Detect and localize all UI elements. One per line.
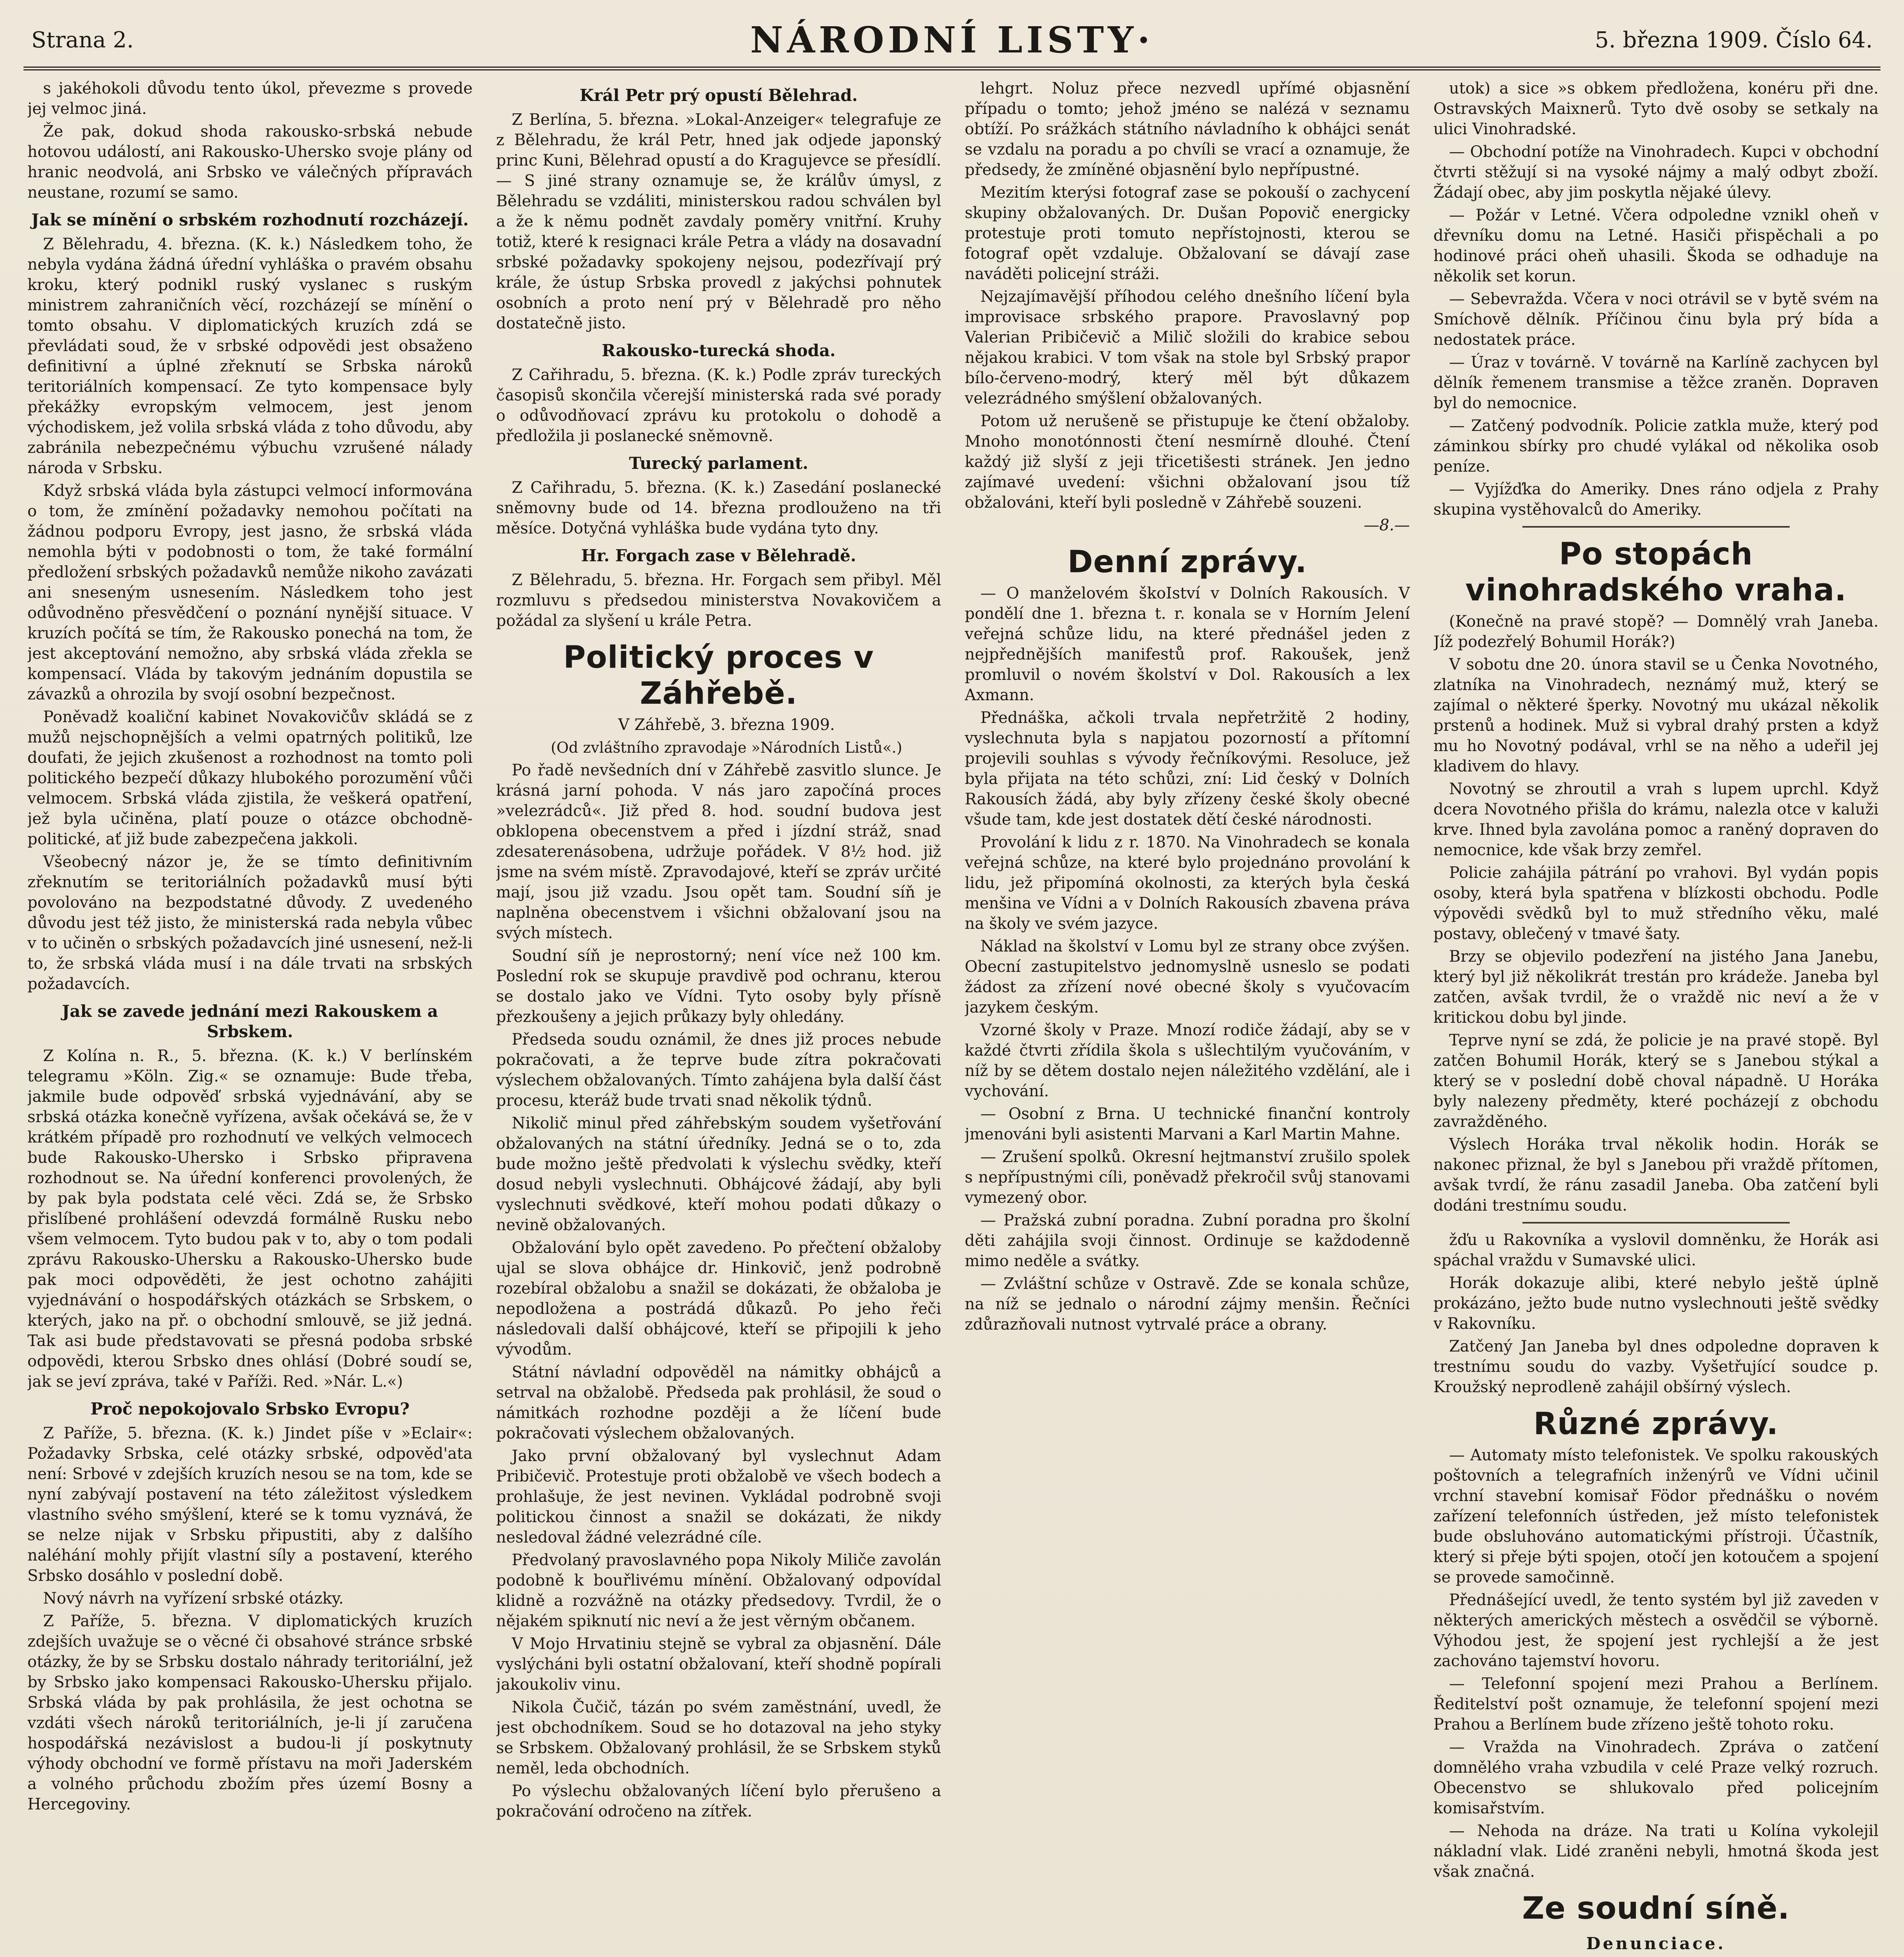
section-heading: Hr. Forgach zase v Bělehradě. [581, 546, 856, 565]
issue-date: 5. března 1909. Číslo 64. [1595, 27, 1873, 53]
paragraph: Nový návrh na vyřízení srbské otázky. [43, 1589, 344, 1607]
paragraph: Z Bělehradu, 5. března. Hr. Forgach sem přibyl. Měl rozmluvu s předsedou ministerstva Novakovičem a požádal za slyšení u krále Petra. [496, 571, 941, 630]
section-heading: Jak se zavede jednání mezi Rakouskem a Srbskem. [62, 1002, 438, 1041]
page-number: Strana 2. [31, 27, 134, 53]
paragraph: lehgrt. Noluz přece nezvedl upřímé objasnění případu o tomto; jehož jméno se nalézá v seznamu obtíží. Po srážkách státního návladního k obhájci senát se vzdalu na poradu a po chvíli se vrací a oznamuje, že předsedy, že zmíněné objasnění bylo nepřípustné. [965, 79, 1410, 179]
paragraph: Horák dokazuje alibi, které nebylo ještě úplně prokázáno, ježto bude nutno vyslechnouti ještě svědky v Rakovníku. [1433, 1274, 1879, 1333]
section-subtitle: Denunciace. [1586, 1934, 1726, 1953]
paragraph: — Obchodní potíže na Vinohradech. Kupci v obchodní čtvrti stěžují si na vysoké nájmy a malý odbyt zboží. Žádají obec, aby jim poskytla nějaké úlevy. [1433, 143, 1879, 202]
paragraph: Policie zahájila pátrání po vrahovi. Byl vydán popis osoby, která byla spatřena v blízkosti obchodu. Podle výpovědi svědků byl to muž středního věku, malé postavy, oblečený v tmavé šaty. [1433, 864, 1879, 943]
paragraph: Z Cařihradu, 5. března. (K. k.) Podle zpráv tureckých časopisů skončila včerejší ministerská rada své porady o odůvodňovací zprávu ku protokolu o dohodě a předložila ji poslanecké sněmovně. [496, 366, 941, 445]
dateline: V Záhřebě, 3. března 1909. [618, 716, 835, 734]
divider [1522, 1222, 1790, 1224]
paragraph: — Zvláštní schůze v Ostravě. Zde se konala schůze, na níž se jednalo o národní zájmy menšin. Řečníci zdůrazňovali nutnost vytrvalé práce a obrany. [965, 1275, 1410, 1333]
paragraph: Vzorné školy v Praze. Mnozí rodiče žádají, aby se v každé čtvrti zřídila škola s ušlechtilým vyučováním, v níž by se dětem dostalo nejen náležitého vzdělání, ale i vychování. [965, 1021, 1410, 1100]
paragraph: — Automaty místo telefonistek. Ve spolku rakouských poštovních a telegrafních inženýrů ve Vídni učinil vrchní stavební komisař Födor přednášku o novém zařízení telefonních ústředen, jež místo telefonistek bude obsluhováno automatickými přístroji. Účastník, který si přeje býti spojen, otočí jen kotoučem a spojení se provede samočinně. [1433, 1446, 1879, 1586]
paragraph: Z Paříže, 5. března. (K. k.) Jindet píše v »Eclair«: Požadavky Srbska, celé otázky srbské, odpověd'ata není: Srbové v zdejších kruzích nesou se na tom, kde se nyní zabývají postavení na této záležitost výsledkem vlastního svého smýšlení, které se k tomu vyznává, že se nelze nijak v Srbsku připustiti, aby z dalšího naléhání mohly přijít vlastní síly a postavení, kterého Srbsko dosáhlo v poslední době. [27, 1424, 473, 1585]
paragraph: s jakéhokoli důvodu tento úkol, převezme s provede jej velmoc jiná. [27, 79, 473, 118]
paragraph: Potom už nerušeně se přistupuje ke čtení obžaloby. Mnoho monotónnosti čtení nesmírně dlouhé. Čtení každý již slyší z jeji třicetišesti stránek. Jen jedno zajímavé uvedení: všichni obžalovaní jsou tíž obžalováni, kteří byli posledně v Záhřebě souzeni. [965, 412, 1410, 512]
paragraph: — Pražská zubní poradna. Zubní poradna pro školní děti zahájila svoji činnost. Ordinuje se každodenně mimo neděle a svátky. [965, 1211, 1410, 1270]
article-title-vinohrady: Po stopách vinohradského vraha. [1465, 537, 1847, 608]
divider [1522, 526, 1790, 528]
paragraph: Soudní síň je neprostorný; není více než 100 km. Poslední rok se skupuje pravdivě pod ochranu, kterou se dostalo jako ve Vídni. Tyto osoby byly přísně přezkoušeny a jejich průkazy byly ohledány. [496, 947, 941, 1026]
paragraph: Jako první obžalovaný byl vyslechnut Adam Pribičevič. Protestuje proti obžalobě ve všech bodech a prohlašuje, že jest nevinen. Vykládal podrobně svoji politickou činnost a snažil se dokázati, že nikdy nesledoval žádné velezrádné cíle. [496, 1447, 941, 1546]
paragraph: — Úraz v továrně. V továrně na Karlíně zachycen byl dělník řemenem transmise a těžce zraněn. Dopraven byl do nemocnice. [1433, 353, 1879, 412]
paragraph: Provolání k lidu z r. 1870. Na Vinohradech se konala veřejná schůze, na které bylo projednáno provolání k lidu, jež připomíná okolnosti, za kterých byla česká menšina ve Vídni a v Dolních Rakousích zbavena práva na školy ve svém jazyce. [965, 833, 1410, 933]
column-4 [1434, 78, 1879, 1957]
paragraph: utok) a sice »s obkem předložena, konéru při dne. Ostravských Maixnerů. Tyto dvě osoby se setkaly na ulici Vinohradské. [1433, 79, 1879, 138]
paragraph: — Vyjížďka do Ameriky. Dnes ráno odjela z Prahy skupina vystěhovalců do Ameriky. [1433, 480, 1879, 519]
article-title-soud: Ze soudní síně. [1522, 1891, 1790, 1926]
paragraph: Když srbská vláda byla zástupci velmocí informována o tom, že zmínění požadavky nemohou počítati na žádnou podporu Evropy, jest jasno, že srbská vláda nemohla býti v podobnosti o tom, že také formální předložení srbských požadavků nemůže nikoho zavázati ani sneseným usnesením. Následkem toho jest odůvodněno přesvědčení o poznání nynější situace. V kruzích počítá se tím, že Rakousko ponechá na tom, že jest akceptování nemožno, aby srbská vláda zřekla se kompensací. Vláda by takovým jednáním dopustila se závazků a ohrozila by svojí osobní bezpečnost. [27, 482, 473, 703]
section-heading: Král Petr prý opustí Bělehrad. [579, 86, 858, 105]
paragraph: Z Cařihradu, 5. března. (K. k.) Zasedání poslanecké sněmovny bude od 14. března prodlouženo na tři měsíce. Dotyčná vyhláška bude vydána tyto dny. [496, 479, 941, 537]
paragraph: Nejzajímavější příhodou celého dnešního líčení byla improvisace srbského prapore. Pravoslavný pop Valerian Pribičevič a Milič složili do krabice sebou nějakou krabici. V tom však na stole byl Srbský prapor bílo-červeno-modrý, který měl být důkazem velezrádného smýšlení obžalovaných. [965, 288, 1410, 407]
paragraph: Zatčený Jan Janeba byl dnes odpoledne dopraven k trestnímu soudu do vazby. Vyšetřující soudce p. Kroužský neprodleně zahájil obšírný výslech. [1433, 1337, 1879, 1396]
masthead [23, 12, 1881, 70]
paragraph: Brzy se objevilo podezření na jistého Jana Janebu, který byl již několikrát trestán pro krádeže. Janeba byl zatčen, avšak tvrdil, že o vraždě nic neví a že v kritickou dobu byl jinde. [1433, 948, 1879, 1027]
article-title: Denní zprávy. [1067, 544, 1307, 580]
paragraph: Nikolič minul před záhřebským soudem vyšetřování obžalovaných na státní úředníky. Jedná se o to, zda bude možno ještě předvolati k výslechu svědky, kteří dosud nebyli vyslechnuti. Obhájcové žádají, aby byli vyslechnuti svědkové, kteří mohou podati důkazy o nevině obžalovaných. [496, 1114, 941, 1234]
paragraph: Přednáška, ačkoli trvala nepřetržitě 2 hodiny, vyslechnuta byla s napjatou pozorností a přítomní projevili souhlas s vývody řečníkovými. Resoluce, jež byla přijata na této schůzi, zní: Lid český v Dolních Rakousích žádá, aby byly zřízeny české školy obecné všude tam, kde jest dostatek dětí české národnosti. [965, 709, 1410, 829]
paragraph: Poněvadž koaliční kabinet Novakovičův skládá se z mužů nejschopnějších a velmi opatrných politiků, lze doufati, že jejich zkušenost a rozhodnost na tomto poli politického bezpečí důkazy hlubokého porozumění vůči velmocem. Srbská vláda zjistila, že veškerá opatření, jež byla učiněna, platí pouze o otázce obchodně-politické, ať již bude zabezpečena jakkoli. [27, 708, 473, 848]
paragraph: V sobotu dne 20. února stavil se u Čenka Novotného, zlatníka na Vinohradech, neznámý muž, který se zajímal o některé šperky. Novotný mu ukázal několik prstenů a hodinek. Muž si vybral drahý prsten a když mu ho Novotný podával, vrhl se na něho a udeřil jej kladivem do hlavy. [1433, 656, 1879, 775]
paragraph: Po výslechu obžalovaných líčení bylo přerušeno a pokračování odročeno na zítřek. [496, 1782, 941, 1820]
paragraph: Náklad na školství v Lomu byl ze strany obce zvýšen. Obecní zastupitelstvo jednomyslně usneslo se podati žádost za zřízení nové obecné školy s vyučovacím jazykem českým. [965, 937, 1410, 1016]
paragraph: Předvolaný pravoslavného popa Nikoly Miliče zavolán podobně k bouřlivému mínění. Obžalovaný odpovídal klidně a rozvážně na otázky předsedovy. Tvrdil, že o nějakém spiknutí nic neví a že jest věrným občanem. [496, 1551, 941, 1630]
paragraph: Po řadě nevšedních dní v Záhřebě zasvitlo slunce. Je krásná jarní pohoda. V nás jaro započíná proces »velezrádců«. Již před 8. hod. soudní budova jest obklopena obecenstvem a před i jízdní stráž, snad zdesaterenásobena, udržuje pořádek. V 8½ hod. již jsme na svém místě. Zpravodajové, kteří se zpráv určité mají, jsou již vzadu. Jsou opět tam. Soudní síň je naplněna obecenstvem i všichni obžalovaní jsou na svých místech. [496, 761, 941, 942]
paragraph: — Sebevražda. Včera v noci otrávil se v bytě svém na Smíchově dělník. Příčinou činu byla prý bída a nedostatek práce. [1433, 290, 1879, 349]
column-1 [27, 78, 473, 1957]
paragraph: Z Berlína, 5. března. »Lokal-Anzeiger« telegrafuje ze z Bělehradu, že král Petr, hned jak odjede japonský princ Kuni, Bělehrad opustí a do Kragujevce se přesídlí. — S jiné strany oznamuje se, že králův úmysl, z Bělehradu se vzdáliti, ministerskou radou schválen byl a že k němu podnět zavdaly poměry vnitřní. Kruhy totiž, které k resignaci krále Petra a vlády na dosavadní srbské požadavky spokojeny nejsou, podezřívají prý krále, že ústup Srbska provedl z jakýchsi pohnutek osobních a proto není prý v Bělehradě pro něho dostatečně jisto. [496, 111, 941, 332]
paragraph: Z Kolína n. R., 5. března. (K. k.) V berlínském telegramu »Köln. Zig.« se oznamuje: Bude třeba, jakmile bude odpověď srbská vyjednávání, aby se srbská otázka konečně vyřízena, avšak očekává se, že v krátkém případě pro rozhodnutí ve velkých velmocech bude Rakousko-Uhersko i Srbsko připravena rozhodnout se. Na úřední konferenci provolených, že by pak byla podstata celé věci. Zdá se, že Srbsko přislíbené prohlášení odevzdá formálně Rusku nebo všem velmocem. Tyto budou pak v to, aby o tom podali zprávu Rakousko-Uhersku a Rakousko-Uhersko bude pak moci odpověděti, že jest ochotno zahájiti vyjednávání o hospodářských otázkách se Srbskem, o kterých, jako na př. o obchodní smlouvě, se již jedná. Tak asi bude představovati se přesná podoba srbské odpovědi, kterou Srbsko dnes ohlásí (Dobré soudí se, jak se jeví zpráva, také v Paříži. Red. »Nár. L.«) [27, 1047, 473, 1391]
paragraph: Teprve nyní se zdá, že policie je na pravé stopě. Byl zatčen Bohumil Horák, který se s Janebou stýkal a který se v poslední době choval nápadně. U Horáka byly nalezeny předměty, které pocházejí z obchodu zavražděného. [1433, 1031, 1879, 1131]
paragraph: Přednášející uvedl, že tento systém byl již zaveden v některých amerických městech a osvědčil se výborně. Výhodou jest, že spojení jest rychlejší a že jest zachováno tajemství hovoru. [1433, 1591, 1879, 1670]
paragraph: — Osobní z Brna. U technické finanční kontroly jmenováni byli asistenti Marvani a Karl Martin Mahne. [965, 1105, 1410, 1143]
paragraph: Mezitím kterýsi fotograf zase se pokouší o zachycení skupiny obžalovaných. Dr. Dušan Popovič energicky protestuje proti tomuto nepřístojnosti, kterou se fotograf opět vzdaluje. Obžalovaní se dávají zase naváděti policejní stráži. [965, 184, 1410, 283]
paragraph: — Telefonní spojení mezi Prahou a Berlínem. Ředitelství pošt oznamuje, že telefonní spojení mezi Prahou a Berlínem bude zřízeno ještě tohoto roku. [1433, 1675, 1879, 1734]
paragraph: Že pak, dokud shoda rakousko-srbská nebude hotovou událostí, ani Rakousko-Uhersko svoje plány od hranic neodvolá, ani Srbsko ve válečných přípravách neustane, rozumí se samo. [27, 123, 473, 202]
paragraph: Z Bělehradu, 4. března. (K. k.) Následkem toho, že nebyla vydána žádná úřední vyhláška o pravém obsahu kroku, který podnikl ruský vyslanec s ruským ministrem zahraničních věcí, rozcházejí se mínění o tomto obsahu. V diplomatických kruzích zdá se převládati soud, že v srbské odpovědi jest obsaženo definitivní a úplné zřeknutí se Srbska nároků teritoriálních kompensací. Ze tyto kompensace byly překážky evropským velmocem, jest jenom východiskem, jež volila srbská vláda z toho důvodu, aby zabránila nebezpečnému výbuchu vzrušené nálady národa v Srbsku. [27, 235, 473, 477]
article-title-ruzne: Různé zprávy. [1533, 1406, 1779, 1442]
section-heading: Proč nepokojovalo Srbsko Evropu? [90, 1399, 410, 1418]
column-2 [496, 78, 942, 1957]
paragraph: — Požár v Letné. Včera odpoledne vznikl oheň v dřevníku domu na Letné. Hasiči přispěchali a po hodinové práci oheň uhasili. Škoda se odhaduje na několik set korun. [1433, 206, 1879, 285]
column-3 [965, 78, 1410, 1957]
section-heading: Jak se mínění o srbském rozhodnutí rozcházejí. [31, 210, 469, 229]
byline: (Od zvláštního zpravodaje »Národních Listů«.) [551, 739, 902, 756]
newspaper-title: NÁRODNÍ LISTY· [750, 19, 1154, 61]
paragraph: Všeobecný názor je, že se tímto definitivním zřeknutím se teritoriálních požadavků musí býti povolováno na bezpodstatné důvody. Z uvedeného důvodu jest též jisto, že ministerská rada nebyla vůbec v to učiněn o srbských požadavcích jiné usnesení, než-li to, že srbská vláda musí i na dále trvati na srbských požadavcích. [27, 853, 473, 993]
paragraph: (Konečně na pravé stopě? — Domnělý vrah Janeba. Jíž podezřelý Bohumil Horák?) [1433, 613, 1879, 651]
article-columns [27, 78, 1879, 1957]
section-heading: Turecký parlament. [629, 454, 809, 473]
paragraph: — Vražda na Vinohradech. Zpráva o zatčení domnělého vraha vzbudila v celé Praze velký rozruch. Obecenstvo se shlukovalo před policejním komisařstvím. [1433, 1738, 1879, 1817]
paragraph: — Zatčený podvodník. Policie zatkla muže, který pod záminkou sbírky pro chudé vylákal od několika osob peníze. [1433, 417, 1879, 476]
paragraph: Předseda soudu oznámil, že dnes již proces nebude pokračovati, a že teprve bude zítra pokračovati výslechem obžalovaných. Tímto zahájena byla další část procesu, kteráž bude trvati snad několik týdnů. [496, 1031, 941, 1110]
paragraph: Obžalování bylo opět zavedeno. Po přečtení obžaloby ujal se slova obhájce dr. Hinkovič, jenž podrobně rozebíral obžalobu a snažil se dokázati, že obžaloba je nepodložena a postrádá důkazů. Po jeho řeči následovali další obhájcové, kteří se připojili k jeho vývodům. [496, 1239, 941, 1359]
paragraph: žďu u Rakovníka a vyslovil domněnku, že Horák asi spáchal vraždu v Sumavské ulici. [1433, 1231, 1879, 1269]
paragraph: — Zrušení spolků. Okresní hejtmanství zrušilo spolek s nepřípustnými cíli, poněvadž překročil svůj stanovami vymezený obor. [965, 1148, 1410, 1207]
signature: —8.— [1364, 516, 1410, 534]
paragraph: Nikola Čučič, tázán po svém zaměstnání, uvedl, že jest obchodníkem. Soud se ho dotazoval na jeho styky se Srbskem. Obžalovaný prohlásil, že se Srbskem styků neměl, leda obchodních. [496, 1698, 941, 1777]
paragraph: Novotný se zhroutil a vrah s lupem uprchl. Když dcera Novotného přišla do krámu, nalezla otce v kaluži krve. Ihned byla zavolána pomoc a raněný dopraven do nemocnice, kde však brzy zemřel. [1433, 780, 1879, 859]
paragraph: — Nehoda na dráze. Na trati u Kolína vykolejil nákladní vlak. Lidé zraněni nebyli, hmotná škoda jest však značná. [1433, 1822, 1879, 1881]
paragraph: Výslech Horáka trval několik hodin. Horák se nakonec přiznal, že byl s Janebou při vraždě přítomen, avšak tvrdí, že ránu zasadil Janeba. Oba zatčení byli dodáni trestnímu soudu. [1433, 1135, 1879, 1215]
paragraph: Státní návladní odpověděl na námitky obhájců a setrval na obžalobě. Předseda pak prohlásil, že soud o námitkách rozhodne později a že líčení bude pokračovati výslechem obžalovaných. [496, 1363, 941, 1442]
article-title: Politický proces v Záhřebě. [563, 640, 874, 711]
section-heading: Rakousko-turecká shoda. [602, 341, 836, 360]
paragraph: — O manželovém škoIství v Dolních Rakousích. V pondělí dne 1. března t. r. konala se v Horním Jelení veřejná schůze lidu, na které přednášel jeden z nejpřednějších manifestů prof. Rakoušek, jenž promluvil o novém školství v Dol. Rakousích a lex Axmann. [965, 584, 1410, 704]
paragraph: Z Paříže, 5. března. V diplomatických kruzích zdejších uvažuje se o věcné či obsahové stránce srbské otázky, že by se Srbsku dostalo náhrady teritoriální, jež by Srbsko jako kompensaci Rakousko-Uhersku přijalo. Srbská vláda by pak prohlásila, že jest ochotna se vzdáti všech nároků teritoriálních, je-li jí zaručena hospodářská nezávislost a budou-li jí poskytnuty výhody obchodní ve formě přístavu na moři Jaderském a volného průchodu zbožím přes území Bosny a Hercegoviny. [27, 1612, 473, 1813]
paragraph: V Mojo Hrvatiniu stejně se vybral za objasnění. Dále vyslýcháni byli ostatní obžalovaní, kteří shodně popírali jakoukoliv vinu. [496, 1635, 941, 1694]
